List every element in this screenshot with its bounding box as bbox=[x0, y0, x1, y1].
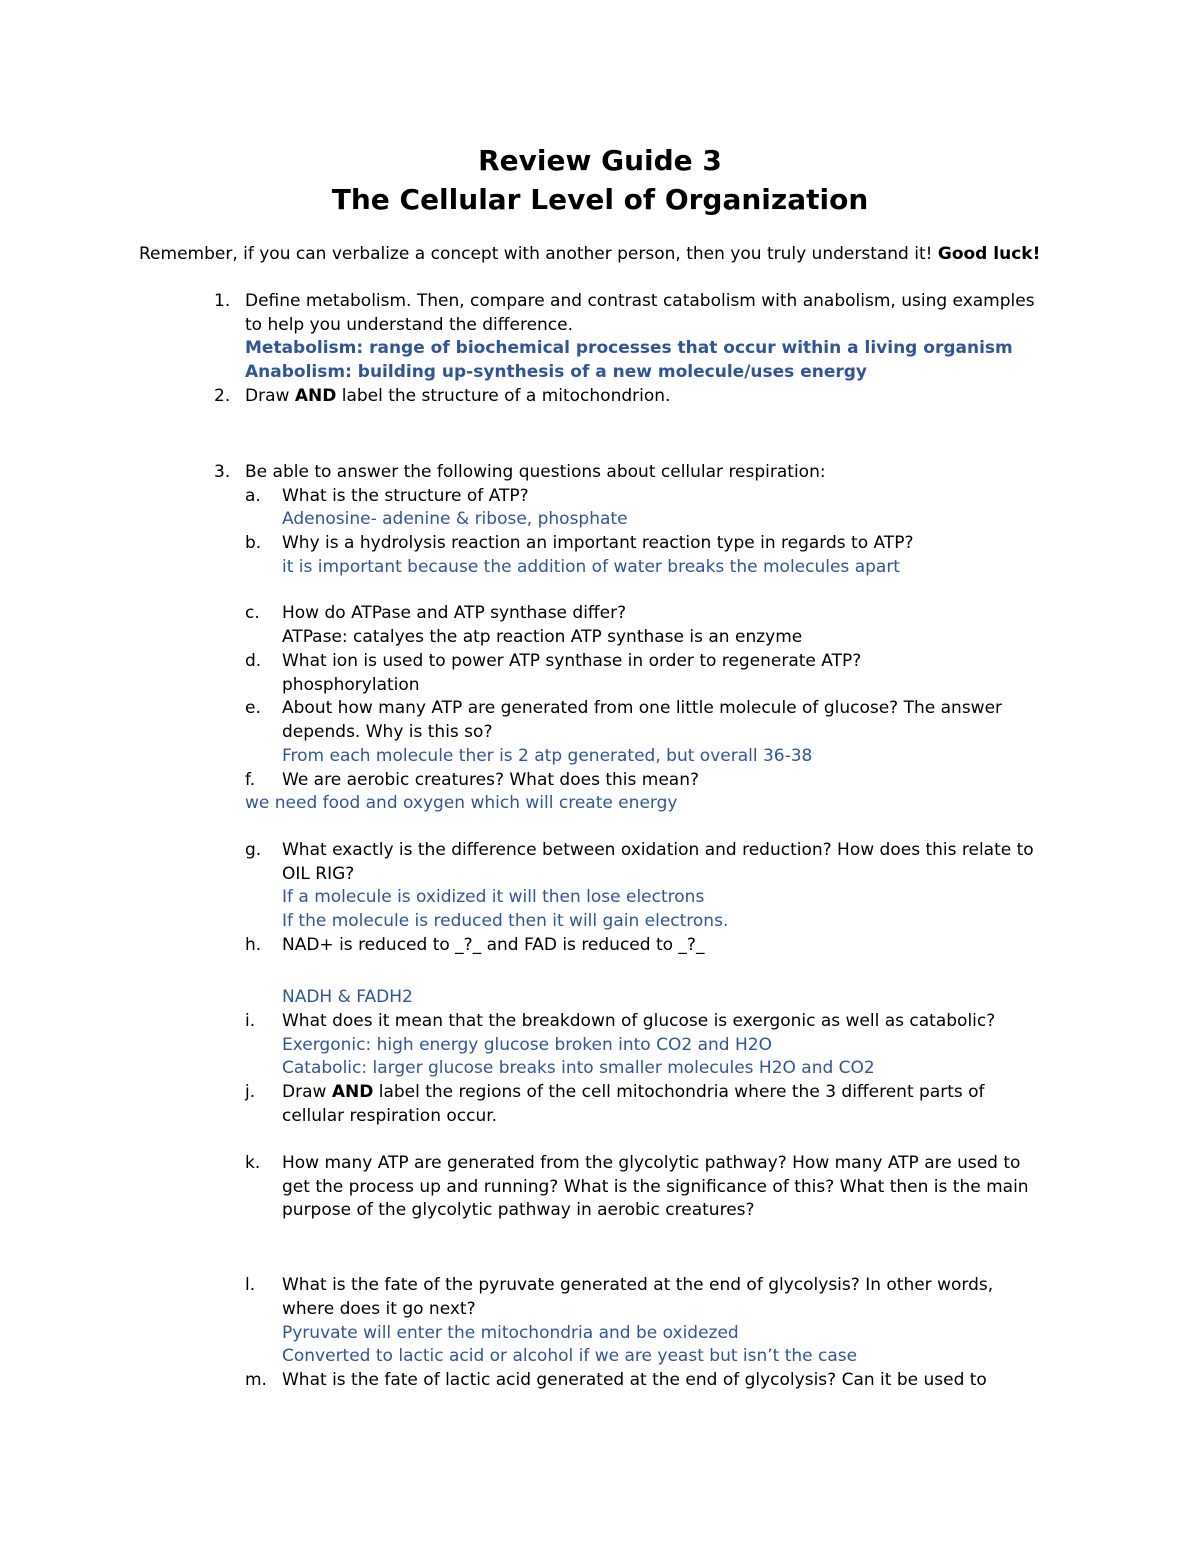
q3c-answer: ATPase: catalyes the atp reaction ATP synthase is an enzyme bbox=[282, 627, 803, 647]
q3j-question-line1 bbox=[282, 1080, 985, 1104]
q3e-question-line2: depends. Why is this so? bbox=[282, 722, 493, 742]
q3l-answer-pyruvate: Pyruvate will enter the mitochondria and be oxidezed bbox=[282, 1323, 739, 1343]
q3g-question-line2: OIL RIG? bbox=[282, 864, 355, 884]
q3b-question: Why is a hydrolysis reaction an important reaction type in regards to ATP? bbox=[282, 533, 914, 553]
q3f-answer: we need food and oxygen which will create energy bbox=[245, 793, 678, 813]
q3c-marker: c. bbox=[245, 603, 260, 623]
q3f-marker: f. bbox=[245, 770, 256, 790]
intro-paragraph bbox=[139, 242, 1040, 266]
q3i-answer-exergonic: Exergonic: high energy glucose broken into CO2 and H2O bbox=[282, 1035, 772, 1055]
q3d-question: What ion is used to power ATP synthase in order to regenerate ATP? bbox=[282, 651, 862, 671]
q2-pre: Draw bbox=[245, 386, 295, 406]
q2-bold: AND bbox=[294, 386, 337, 406]
q3m-question: What is the fate of lactic acid generated at the end of glycolysis? Can it be used to bbox=[282, 1370, 987, 1390]
q1-answer-anabolism: Anabolism: building up-synthesis of a new molecule/uses energy bbox=[245, 362, 867, 382]
q3i-question: What does it mean that the breakdown of glucose is exergonic as well as catabolic? bbox=[282, 1011, 996, 1031]
q3e-answer: From each molecule ther is 2 atp generated, but overall 36-38 bbox=[282, 746, 813, 766]
q3-marker: 3. bbox=[214, 462, 231, 482]
q3b-answer: it is important because the addition of water breaks the molecules apart bbox=[282, 557, 900, 577]
q3m-marker: m. bbox=[245, 1370, 267, 1390]
q3j-question-line2: cellular respiration occur. bbox=[282, 1106, 498, 1126]
q3l-question-line2: where does it go next? bbox=[282, 1299, 476, 1319]
q3g-question-line1: What exactly is the difference between oxidation and reduction? How does this relate to bbox=[282, 840, 1034, 860]
q2-text bbox=[245, 384, 670, 408]
q3d-marker: d. bbox=[245, 651, 262, 671]
q3h-question: NAD+ is reduced to _?_ and FAD is reduced to _?_ bbox=[282, 935, 705, 955]
q3a-question: What is the structure of ATP? bbox=[282, 486, 529, 506]
page-title: Review Guide 3 bbox=[478, 144, 722, 177]
q3k-question-line3: purpose of the glycolytic pathway in aerobic creatures? bbox=[282, 1200, 755, 1220]
q3k-marker: k. bbox=[245, 1153, 261, 1173]
q3j-pre: Draw bbox=[282, 1082, 332, 1102]
q3j-post: label the regions of the cell mitochondria where the 3 different parts of bbox=[373, 1082, 985, 1102]
q3j-marker: j. bbox=[245, 1082, 256, 1102]
q1-answer-metabolism: Metabolism: range of biochemical processes that occur within a living organism bbox=[245, 338, 1013, 358]
q2-post: label the structure of a mitochondrion. bbox=[336, 386, 671, 406]
q3h-marker: h. bbox=[245, 935, 262, 955]
q3l-question-line1: What is the fate of the pyruvate generated at the end of glycolysis? In other words, bbox=[282, 1275, 994, 1295]
q3j-bold: AND bbox=[331, 1082, 374, 1102]
q3c-question: How do ATPase and ATP synthase differ? bbox=[282, 603, 627, 623]
q1-line2: to help you understand the difference. bbox=[245, 315, 574, 335]
q3g-answer-reduced: If the molecule is reduced then it will gain electrons. bbox=[282, 911, 729, 931]
q3l-answer-lactic: Converted to lactic acid or alcohol if we are yeast but isn’t the case bbox=[282, 1346, 858, 1366]
intro-text: Remember, if you can verbalize a concept with another person, then you truly understand it! bbox=[139, 244, 938, 264]
q3b-marker: b. bbox=[245, 533, 262, 553]
q3a-marker: a. bbox=[245, 486, 261, 506]
q3h-answer: NADH & FADH2 bbox=[282, 987, 413, 1007]
q3k-question-line1: How many ATP are generated from the glycolytic pathway? How many ATP are used to bbox=[282, 1153, 1021, 1173]
q3g-marker: g. bbox=[245, 840, 262, 860]
q3i-answer-catabolic: Catabolic: larger glucose breaks into smaller molecules H2O and CO2 bbox=[282, 1058, 875, 1078]
page-subtitle: The Cellular Level of Organization bbox=[331, 183, 869, 216]
q3l-marker: l. bbox=[245, 1275, 256, 1295]
q1-marker: 1. bbox=[214, 291, 231, 311]
intro-bold: Good luck! bbox=[937, 244, 1041, 264]
q3e-marker: e. bbox=[245, 698, 261, 718]
q3f-question: We are aerobic creatures? What does this mean? bbox=[282, 770, 700, 790]
q3a-answer: Adenosine- adenine & ribose, phosphate bbox=[282, 509, 628, 529]
q3-text: Be able to answer the following questions about cellular respiration: bbox=[245, 462, 826, 482]
q3k-question-line2: get the process up and running? What is the significance of this? What then is the main bbox=[282, 1177, 1029, 1197]
q1-line1: Define metabolism. Then, compare and contrast catabolism with anabolism, using examples bbox=[245, 291, 1035, 311]
q3d-answer: phosphorylation bbox=[282, 675, 420, 695]
q2-marker: 2. bbox=[214, 386, 231, 406]
q3e-question-line1: About how many ATP are generated from one little molecule of glucose? The answer bbox=[282, 698, 1003, 718]
q3g-answer-oxidized: If a molecule is oxidized it will then lose electrons bbox=[282, 887, 705, 907]
q3i-marker: i. bbox=[245, 1011, 256, 1031]
